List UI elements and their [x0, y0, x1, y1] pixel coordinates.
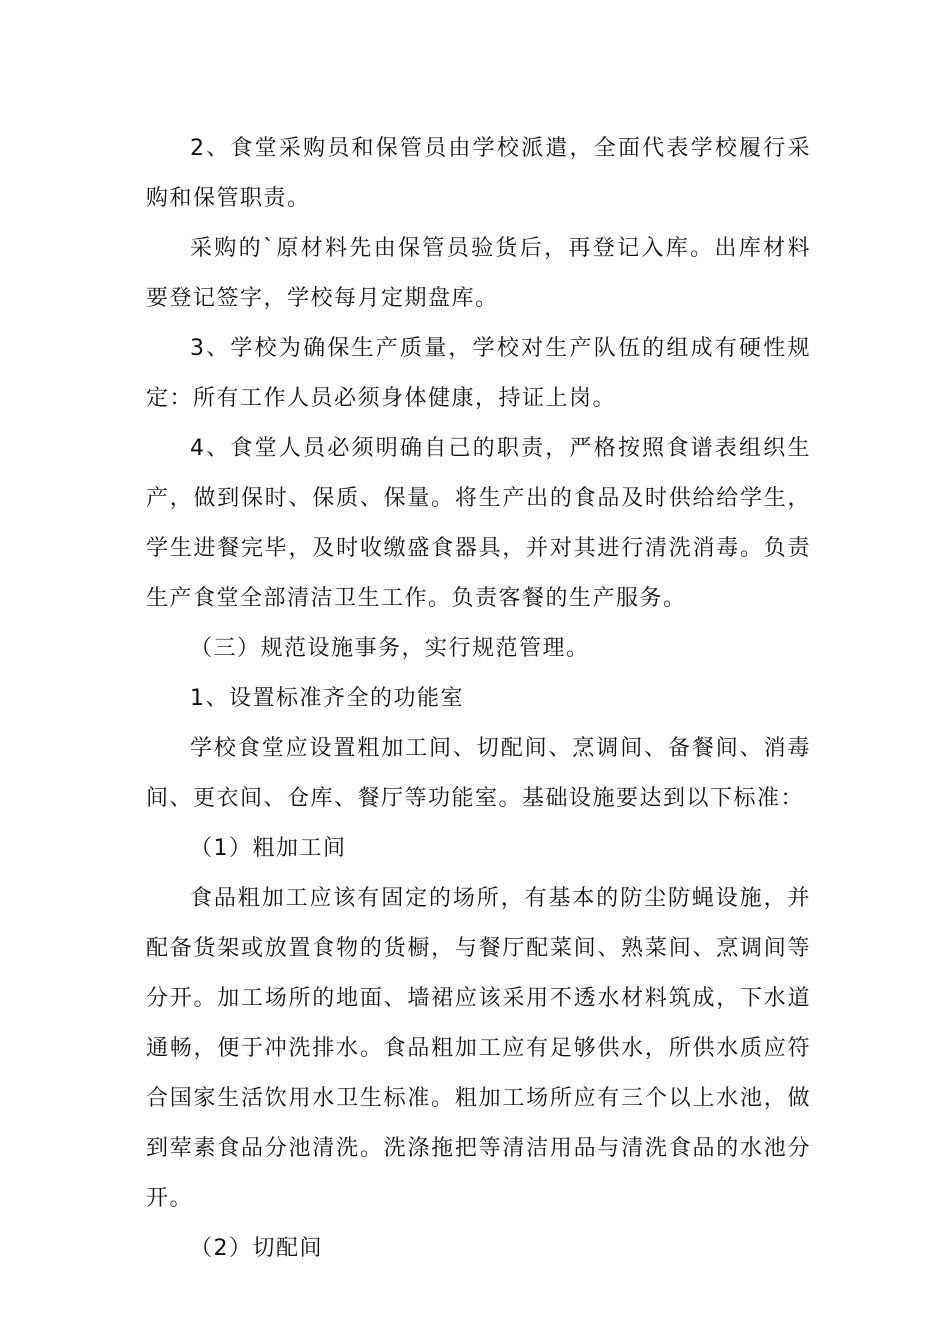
section-heading-facilities: （三）规范设施事务，实行规范管理。	[190, 636, 590, 661]
paragraph-function-rooms: 学校食堂应设置粗加工间、切配间、烹调间、备餐间、消毒间、更衣间、仓库、餐厅等功能室。基础设施要达到以下标准：	[146, 736, 811, 811]
document-body	[146, 124, 811, 1274]
paragraph-rough-processing: 食品粗加工应该有固定的场所，有基本的防尘防蝇设施，并配备货架或放置食物的货橱，与餐厅配菜间、熟菜间、烹调间等分开。加工场所的地面、墙裙应该采用不透水材料筑成，下水道通畅，便于冲洗排水。食品粗加工应有足够供水，所供水质应符合国家生活饮用水卫生标准。粗加工场所应有三个以上水池，做到荤素食品分池清洗。洗涤拖把等清洁用品与清洗食品的水池分开。	[146, 886, 811, 1211]
paragraph-purchaser-duty: 2、食堂采购员和保管员由学校派遣，全面代表学校履行采购和保管职责。	[146, 136, 811, 211]
paragraph-staff-requirements: 3、学校为确保生产质量，学校对生产队伍的组成有硬性规定：所有工作人员必须身体健康，持证上岗。	[146, 336, 811, 411]
subheading-cutting-room: （2）切配间	[190, 1236, 323, 1261]
paragraph-material-inspection: 采购的`原材料先由保管员验货后，再登记入库。出库材料要登记签字，学校每月定期盘库。	[146, 236, 811, 311]
subheading-rough-processing: （1）粗加工间	[190, 836, 347, 861]
paragraph-staff-responsibilities: 4、食堂人员必须明确自己的职责，严格按照食谱表组织生产，做到保时、保质、保量。将生产出的食品及时供给给学生，学生进餐完毕，及时收缴盛食器具，并对其进行清洗消毒。负责生产食堂全部清洁卫生工作。负责客餐的生产服务。	[146, 436, 811, 611]
subheading-function-rooms: 1、设置标准齐全的功能室	[190, 686, 464, 711]
